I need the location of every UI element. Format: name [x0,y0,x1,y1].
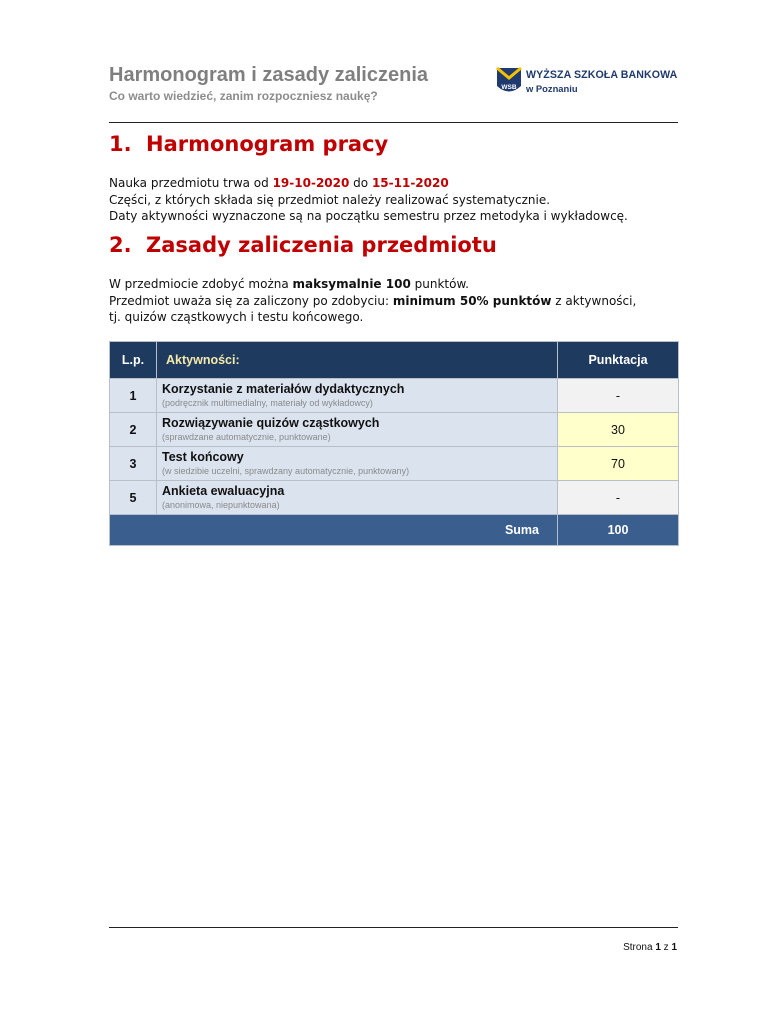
grading-table [109,341,679,546]
end-date: 15-11-2020 [371,176,449,190]
page-number: Strona 1 z 1 [623,942,677,953]
table-row [110,447,679,481]
section-2-number: 2. [109,233,132,257]
row-activity-note: (podręcznik multimedialny, materiały od wykładowcy) [162,398,373,408]
row-points: 70 [558,447,679,481]
row-activity-title: Rozwiązywanie quizów cząstkowych [162,416,380,430]
row-lp: 2 [110,413,157,447]
logo-name-line2: w Poznaniu [526,83,578,94]
sum-value: 100 [558,515,679,546]
start-date: 19-10-2020 [272,176,350,190]
table-row [110,481,679,515]
min-points: minimum 50% punktów [392,293,552,308]
header-lp: L.p. [110,342,157,379]
document-title: Harmonogram i zasady zaliczenia [109,64,429,86]
systematic-line: Części, z których składa się przedmiot należy realizować systematycznie. [109,192,551,207]
table-header-row [110,342,679,379]
wsb-logo [496,67,678,99]
section-2-title: Zasady zaliczenia przedmiotu [146,233,497,257]
row-activity-note: (sprawdzane automatycznie, punktowane) [162,432,331,442]
row-lp: 1 [110,379,157,413]
max-points-line: W przedmiocie zdobyć można maksymalnie 100 punktów. [109,277,469,291]
pass-condition-line: Przedmiot uważa się za zaliczony po zdobyciu: minimum 50% punktów z aktywności, [109,293,637,308]
schedule-line: Nauka przedmiotu trwa od 19-10-2020 do 15-11-2020 [109,176,449,190]
header-points: Punktacja [558,342,679,379]
wsb-shield-icon [496,67,522,97]
row-points: 30 [558,413,679,447]
section-1-title: Harmonogram pracy [146,132,389,156]
row-lp: 3 [110,447,157,481]
logo-name-line1: WYŻSZA SZKOŁA BANKOWA [526,69,678,81]
dates-line: Daty aktywności wyznaczone są na początku semestru przez metodyka i wykładowcę. [109,209,628,223]
table-row [110,413,679,447]
table-row [110,379,679,413]
header-activity: Aktywności: [157,342,558,379]
max-points: maksymalnie 100 [292,277,411,291]
wsb-badge-text: WSB [501,84,517,91]
section-1-number: 1. [109,132,132,156]
row-activity-title: Korzystanie z materiałów dydaktycznych [162,382,405,396]
section-1-heading [109,132,388,156]
row-lp: 5 [110,481,157,515]
row-activity-note: (anonimowa, niepunktowana) [162,500,280,510]
sum-row [110,515,679,546]
quiz-test-line: tj. quizów cząstkowych i testu końcowego. [109,310,364,324]
document-subtitle: Co warto wiedzieć, zanim rozpoczniesz naukę? [109,89,378,103]
footer-divider [109,927,678,928]
header-divider [109,122,678,123]
section-2-heading [109,233,497,257]
sum-label: Suma [110,515,558,546]
row-points: - [558,379,679,413]
section-1-text [109,175,628,225]
row-points: - [558,481,679,515]
row-activity-note: (w siedzibie uczelni, sprawdzany automatycznie, punktowany) [162,466,410,476]
row-activity-title: Test końcowy [162,450,244,464]
section-2-text [109,276,636,326]
row-activity-title: Ankieta ewaluacyjna [162,484,285,498]
